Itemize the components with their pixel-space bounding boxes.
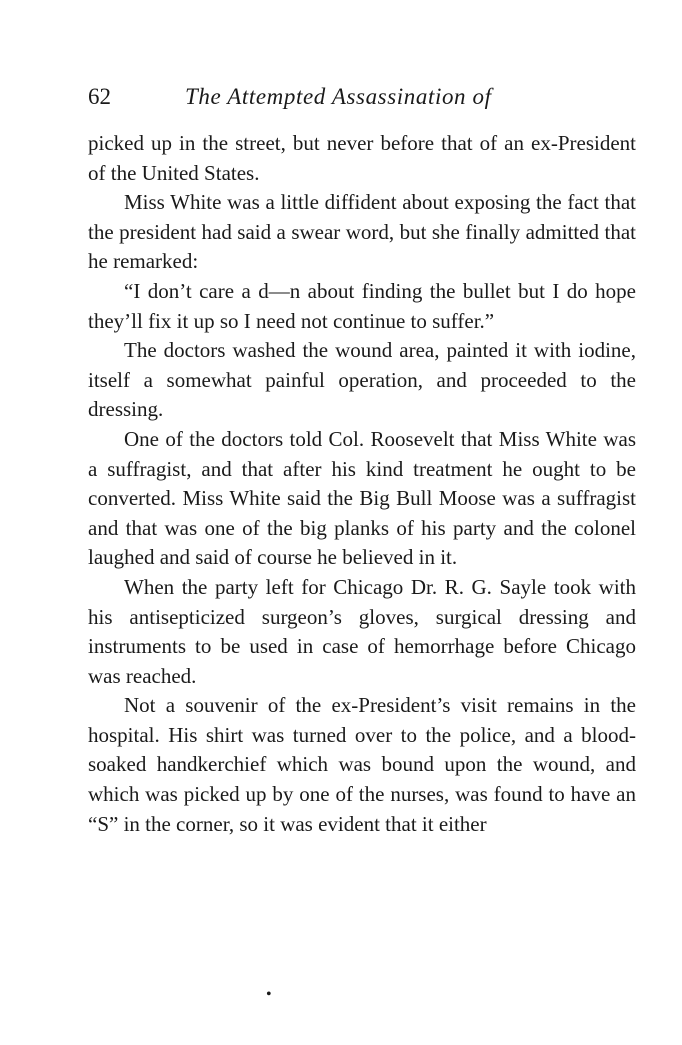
running-title: The Attempted Assassination of (185, 84, 492, 109)
paragraph-miss-white-diffident: Miss White was a little diffident about exposing the fact that the president had said a swear word, but she finally admitted that he remarked: (88, 190, 636, 274)
signature-mark: • (266, 986, 272, 1003)
paragraph-quote-bullet: “I don’t care a d—n about finding the bullet but I do hope they’ll fix it up so I need not continue to suffer.” (88, 278, 636, 333)
paragraph-continued: picked up in the street, but never before that of an ex-President of the United States. (88, 131, 636, 185)
page-header (88, 80, 636, 114)
page-number: 62 (88, 84, 111, 109)
paragraph-wound-dressing: The doctors washed the wound area, painted it with iodine, itself a somewhat painful operation, and proceeded to the dressing. (88, 338, 636, 422)
paragraph-chicago-departure: When the party left for Chicago Dr. R. G. Sayle took with his antisepticized surgeon’s gloves, surgical dressing and instruments to be used in case of hemorrhage before Chicago was reached. (88, 574, 636, 688)
body-text (88, 129, 636, 839)
paragraph-suffragist: One of the doctors told Col. Roosevelt that Miss White was a suffragist, and that after his kind treatment he ought to be converted. Miss White said the Big Bull Moose was a suffragist and that was one of the big planks of his party and the colonel laughed and said of course he believed in it. (88, 426, 636, 570)
paragraph-souvenir: Not a souvenir of the ex-President’s visit remains in the hospital. His shirt was turned over to the police, and a blood-soaked handkerchief which was bound upon the wound, and which was picked up by one of the nurses, was found to have an “S” in the corner, so it was evident that it either (88, 693, 636, 836)
